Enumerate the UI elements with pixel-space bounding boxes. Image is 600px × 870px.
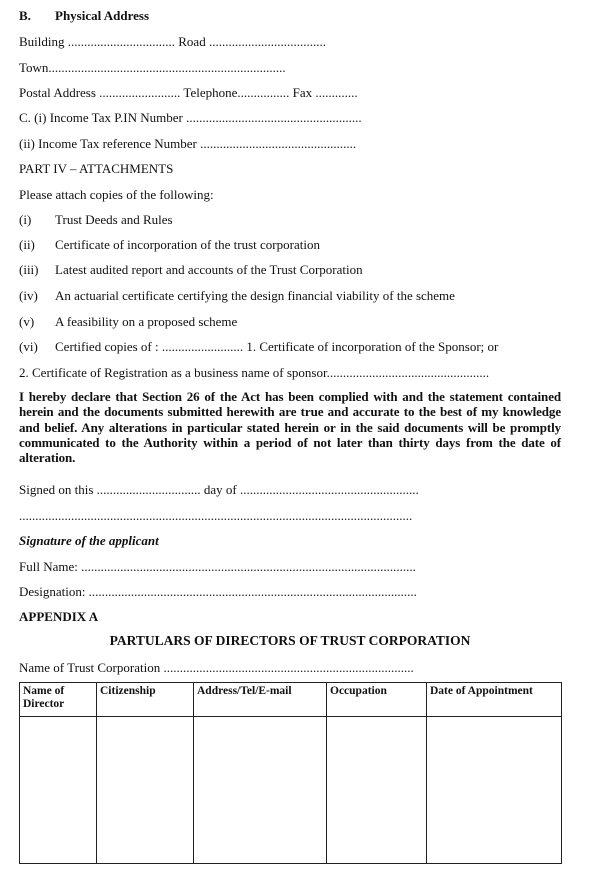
table-cell-citizenship[interactable] [97,717,194,864]
attachment-item-text: Trust Deeds and Rules [55,212,173,227]
postal-telephone-fax-field[interactable]: Postal Address ......................... Telephone................ Fax ............. [19,85,358,100]
appendix-heading: APPENDIX A [19,609,99,624]
attachment-item-number: (iv) [19,288,38,303]
attachment-item-number: (ii) [19,237,35,252]
column-header-citizenship: Citizenship [97,683,194,717]
attachment-item [19,212,173,228]
section-b-title: Physical Address [55,8,150,23]
attachment-item-number: (i) [19,212,32,227]
attachment-item-text: An actuarial certificate certifying the design financial viability of the scheme [55,288,455,303]
designation-field[interactable]: Designation: ..................................................................................................... [19,584,417,599]
signature-line[interactable]: ......................................................................................................................... [19,508,413,523]
appendix-title: PARTULARS OF DIRECTORS OF TRUST CORPORATION [109,633,471,648]
full-name-field[interactable]: Full Name: ....................................................................................................... [19,559,416,574]
attachment-item-text: Certificate of incorporation of the trust corporation [55,237,320,252]
table-row [20,717,562,864]
trust-corporation-name-field[interactable]: Name of Trust Corporation ............................................................................. [19,660,414,675]
income-tax-pin-field[interactable]: C. (i) Income Tax P.IN Number ...................................................... [19,110,362,125]
building-road-field[interactable]: Building ................................. Road .................................... [19,34,326,49]
attachment-item [19,314,237,330]
directors-table [19,682,562,864]
attachment-item-text: Latest audited report and accounts of the Trust Corporation [55,262,363,277]
attachment-item-number: (v) [19,314,35,329]
table-cell-occupation[interactable] [327,717,427,864]
table-cell-name[interactable] [20,717,97,864]
income-tax-ref-field[interactable]: (ii) Income Tax reference Number ................................................ [19,136,357,151]
signed-on-field[interactable]: Signed on this ................................ day of ....................................................... [19,482,419,497]
attachment-item-number: (vi) [19,339,38,354]
part-iv-heading: PART IV – ATTACHMENTS [19,161,174,176]
signature-label: Signature of the applicant [19,533,159,548]
attachment-item[interactable] [19,339,498,355]
declaration-paragraph: I hereby declare that Section 26 of the Act has been complied with and the statement contained herein and the documents submitted herewith are true and accurate to the best of my knowledge and belief. Any alterations in particular stated herein or in the said documents will be promptly communicated to the Authority within a period of not later than thirty days from the date of alteration. [19,389,561,466]
section-b-letter: B. [19,8,31,23]
column-header-name: Name of Director [20,683,97,717]
registration-certificate-field[interactable]: 2. Certificate of Registration as a business name of sponsor.................................................. [19,365,490,380]
column-header-occupation: Occupation [327,683,427,717]
column-header-date: Date of Appointment [427,683,562,717]
attachment-item [19,262,363,278]
table-cell-address[interactable] [194,717,327,864]
town-field[interactable]: Town......................................................................... [19,60,286,75]
section-b-heading [19,8,149,24]
attachment-item-text[interactable]: Certified copies of : ......................... 1. Certificate of incorporation of the Sponsor; or [55,339,499,354]
attachment-item-text: A feasibility on a proposed scheme [55,314,238,329]
attachments-intro: Please attach copies of the following: [19,187,214,202]
attachment-item [19,237,320,253]
attachment-item-number: (iii) [19,262,39,277]
attachment-item [19,288,455,304]
column-header-address: Address/Tel/E-mail [194,683,327,717]
table-cell-date[interactable] [427,717,562,864]
table-header-row [20,683,562,717]
